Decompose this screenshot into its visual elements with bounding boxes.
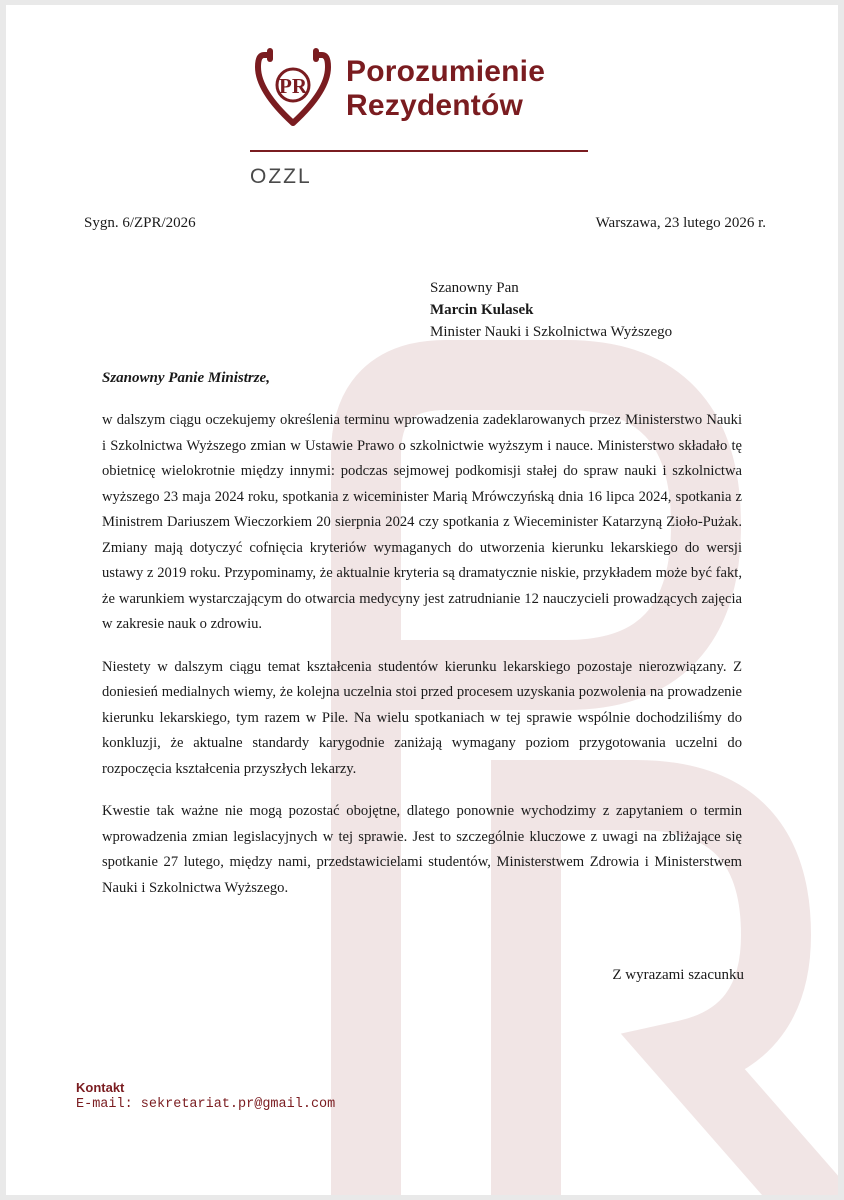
sub-organization: OZZL <box>250 165 312 188</box>
brand-line-2: Rezydentów <box>346 89 524 122</box>
contact-label: Kontakt <box>76 1080 125 1095</box>
letter-salutation: Szanowny Panie Ministrze, <box>102 370 270 386</box>
contact-block <box>76 1079 335 1113</box>
heart-stethoscope-icon <box>254 47 332 129</box>
paragraph-2: Niestety w dalszym ciągu temat kształcenia studentów kierunku lekarskiego pozostaje nierozwiązany. Z doniesień medialnych wiemy, że kolejna uczelnia stoi przed procesem uzyskania pozwolenia na prowadzenie kierunku lekarskiego, tym razem w Pile. Na wielu spotkaniach w tej sprawie wspólnie dochodziliśmy do konkluzji, że aktualne standardy karygodnie zaniżają wymagany poziom przygotowania uczelni do rozpoczęcia kształcenia przyszłych lekarzy. <box>102 658 742 777</box>
place-date: Warszawa, 23 lutego 2026 r. <box>595 215 766 231</box>
addressee-salutation: Szanowny Pan <box>430 280 519 296</box>
contact-email-link[interactable]: E-mail: sekretariat.pr@gmail.com <box>76 1097 336 1112</box>
reference-number: Sygn. 6/ZPR/2026 <box>84 215 196 231</box>
letter-body <box>102 408 742 918</box>
logo-monogram: PR <box>279 74 307 98</box>
brand-name <box>346 55 545 123</box>
paragraph-1: w dalszym ciągu oczekujemy określenia terminu wprowadzenia zadeklarowanych przez Ministerstwo Nauki i Szkolnictwa Wyższego zmian w Ustawie Prawo o szkolnictwie wyższym i nauce. Ministerstwo składało tę obietnicę wielokrotnie między innymi: podczas sejmowej podkomisji stałej do spraw nauki i szkolnictwa wyższego 23 maja 2024 roku, spotkania z wiceminister Marią Mrówczyńską dnia 16 lipca 2024, spotkania z Ministrem Dariuszem Wieczorkiem 20 sierpnia 2024 czy spotkania z Wieceminister Katarzyną Zioło-Pużak. Zmiany mają dotyczyć cofnięcia kryteriów wymaganych do utworzenia kierunku lekarskiego do wersji ustawy z 2019 roku. Przypominamy, że aktualnie kryteria są dramatycznie niskie, przykładem może być fakt, że warunkiem wystarczającym do otwarcia medycyny jest zatrudnianie 12 nauczycieli prowadzących zajęcia w zakresie nauk o zdrowiu. <box>102 412 742 632</box>
letter-page <box>6 5 838 1195</box>
addressee-block <box>430 277 672 343</box>
addressee-position: Minister Nauki i Szkolnictwa Wyższego <box>430 324 673 340</box>
addressee-name: Marcin Kulasek <box>430 302 534 318</box>
brand-line-1: Porozumienie <box>346 55 546 88</box>
paragraph-3: Kwestie tak ważne nie mogą pozostać obojętne, dlatego ponownie wychodzimy z zapytaniem o termin wprowadzenia zmian legislacyjnych w tej sprawie. Jest to szczególnie kluczowe z uwagi na zbliżające się spotkanie 27 lutego, między nami, przedstawicielami studentów, Ministerstwem Zdrowia i Ministerstwem Nauki i Szkolnictwa Wyższego. <box>102 803 742 896</box>
header-divider <box>250 150 588 152</box>
letter-closing: Z wyrazami szacunku <box>612 967 744 983</box>
